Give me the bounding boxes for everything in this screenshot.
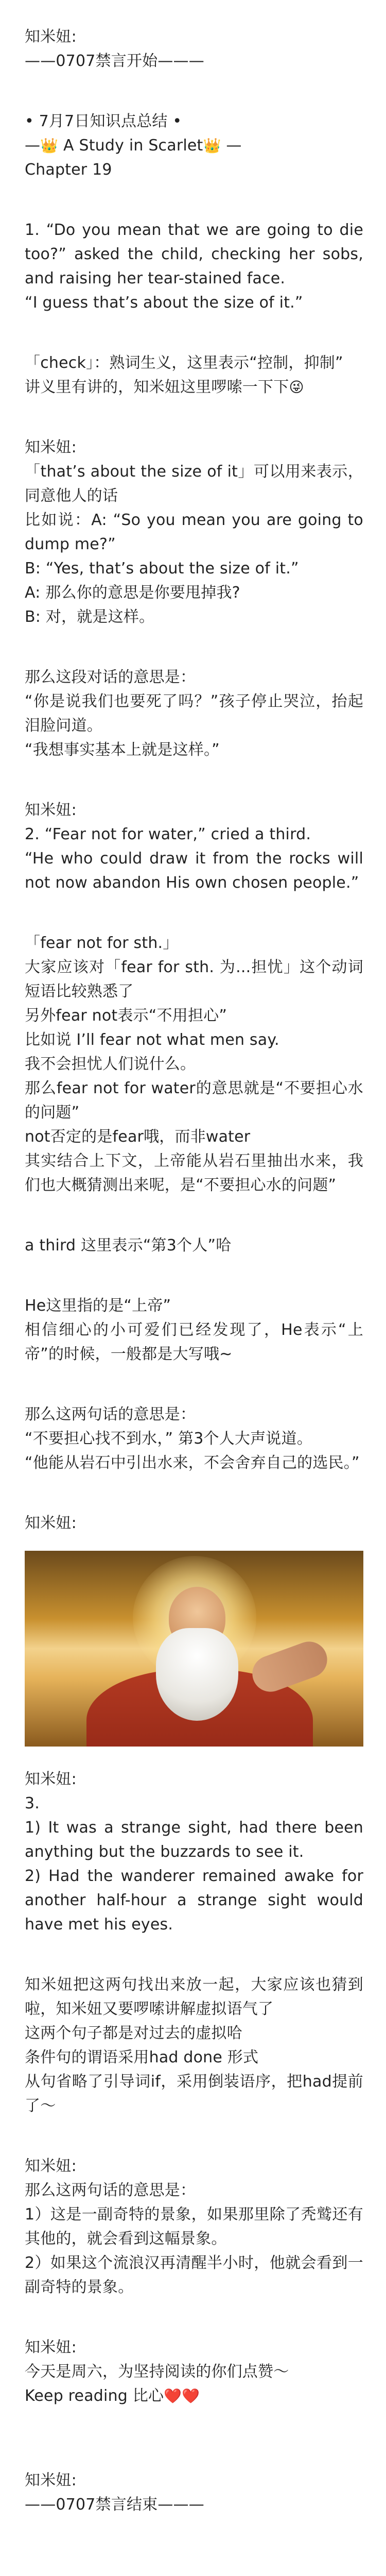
speaker-label: 知米妞: [25, 28, 77, 46]
speaker-label: 知米妞: [25, 2471, 77, 2489]
god-painting-image [25, 1551, 363, 1747]
quote-2: 2. “Fear not for water,” cried a third. [25, 825, 311, 843]
closing-1: 今天是周六，为坚持阅读的你们点赞～ [25, 2363, 289, 2381]
end-marker: ——0707禁言结束——— [25, 2496, 204, 2514]
note-check: 「check」：熟词生义，这里表示“控制，抑制” [25, 354, 343, 372]
book-title-line [25, 133, 363, 158]
summary-heading: • 7月7日知识点总结 • [25, 112, 182, 130]
beard-shape [156, 1628, 238, 1721]
item-number: 3. [25, 1794, 40, 1812]
fear-note-7: 其实结合上下文，上帝能从岩石里抽出水来，我们也大概猜测出来呢，是“不要担心水的问题” [25, 1152, 363, 1194]
closing-2 [25, 2384, 363, 2408]
meaning-heading: 那么这两句话的意思是： [25, 1405, 196, 1423]
fear-note-3: 比如说 I’ll fear not what men say. [25, 1031, 279, 1049]
crown-icon: 👑 [203, 137, 221, 154]
closing-2-text: Keep reading 比心 [25, 2387, 164, 2405]
meaning-heading: 那么这段对话的意思是： [25, 668, 196, 686]
meaning-heading: 那么这两句话的意思是： [25, 2181, 196, 2199]
meaning-5: 1）这是一副奇特的景象，如果那里除了秃鹫还有其他的，就会看到这幅景象。 [25, 2206, 363, 2248]
wink-emoji-icon: 😜 [289, 379, 304, 396]
note-he-2: 相信细心的小可爱们已经发现了，He表示“上帝”的时候，一般都是大写哦~ [25, 1321, 363, 1363]
quote-3a: 1) It was a strange sight, had there been anything but the buzzards to see it. [25, 1819, 369, 1861]
speaker-label: 知米妞: [25, 1514, 77, 1532]
meaning-3: “不要担心找不到水，” 第3个人大声说道。 [25, 1430, 312, 1448]
subjunctive-note-1: 知米妞把这两句找出来放一起，大家应该也猜到啦，知米妞又要啰嗦讲解虚拟语气了 [25, 1976, 363, 2018]
example-a-cn: A: 那么你的意思是你要甩掉我? [25, 584, 240, 602]
subjunctive-note-3: 条件句的谓语采用had done 形式 [25, 2048, 259, 2066]
example-b-cn: B: 对，就是这样。 [25, 608, 155, 626]
chapter-label: Chapter 19 [25, 161, 112, 179]
fear-note-6: not否定的是fear哦，而非water [25, 1128, 251, 1146]
note-check-2-text: 讲义里有讲的，知米妞这里啰嗦一下下 [25, 378, 289, 396]
start-marker: ——0707禁言开始——— [25, 52, 204, 70]
phrase-fear-not: 「fear not for sth.」 [25, 934, 179, 952]
note-content [25, 25, 369, 2517]
fear-note-5: 那么fear not for water的意思就是“不要担心水的问题” [25, 1079, 363, 1122]
note-a-third: a third 这里表示“第3个人”哈 [25, 1236, 232, 1255]
book-title: A Study in Scarlet [58, 137, 203, 155]
crown-icon: 👑 [40, 137, 59, 154]
quote-1: 1. “Do you mean that we are going to die too?” asked the child, checking her sobs, and raising her tear-stained face. [25, 221, 369, 287]
meaning-2: “我想事实基本上就是这样。” [25, 741, 220, 759]
meaning-1: “你是说我们也要死了吗？”孩子停止哭泣，抬起泪脸问道。 [25, 692, 363, 735]
fear-note-2: 另外fear not表示“不用担心” [25, 1007, 227, 1025]
speaker-label: 知米妞: [25, 2338, 77, 2357]
quote-1b: “I guess that’s about the size of it.” [25, 294, 303, 312]
speaker-label: 知米妞: [25, 438, 77, 456]
fear-note-1: 大家应该对「fear for sth. 为...担忧」这个动词短语比较熟悉了 [25, 958, 363, 1001]
subjunctive-note-4: 从句省略了引导词if，采用倒装语序，把had提前了～ [25, 2073, 363, 2115]
speaker-label: 知米妞: [25, 801, 77, 819]
meaning-4: “他能从岩石中引出水来，不会舍弃自己的选民。” [25, 1454, 360, 1472]
dash-left: — [25, 137, 41, 155]
note-he: He这里指的是“上帝” [25, 1297, 171, 1315]
note-size-of-it: 「that’s about the size of it」可以用来表示，同意他人的话 [25, 463, 363, 505]
quote-2b: “He who could draw it from the rocks will not now abandon His own chosen people.” [25, 850, 369, 892]
dash-right: — [221, 137, 242, 155]
speaker-label: 知米妞: [25, 2157, 77, 2175]
note-check-2 [25, 375, 363, 399]
meaning-6: 2）如果这个流浪汉再清醒半小时，他就会看到一副奇特的景象。 [25, 2254, 363, 2296]
heart-icon: ❤️❤️ [164, 2387, 200, 2404]
speaker-label: 知米妞: [25, 1770, 77, 1788]
example-a: 比如说：A: “So you mean you are going to dump me?” [25, 511, 369, 553]
quote-3b: 2) Had the wanderer remained awake for another half-hour a strange sight would have met his eyes. [25, 1867, 369, 1934]
example-b: B: “Yes, that’s about the size of it.” [25, 560, 299, 578]
fear-note-4: 我不会担忧人们说什么。 [25, 1055, 196, 1073]
subjunctive-note-2: 这两个句子都是对过去的虚拟哈 [25, 2024, 242, 2042]
